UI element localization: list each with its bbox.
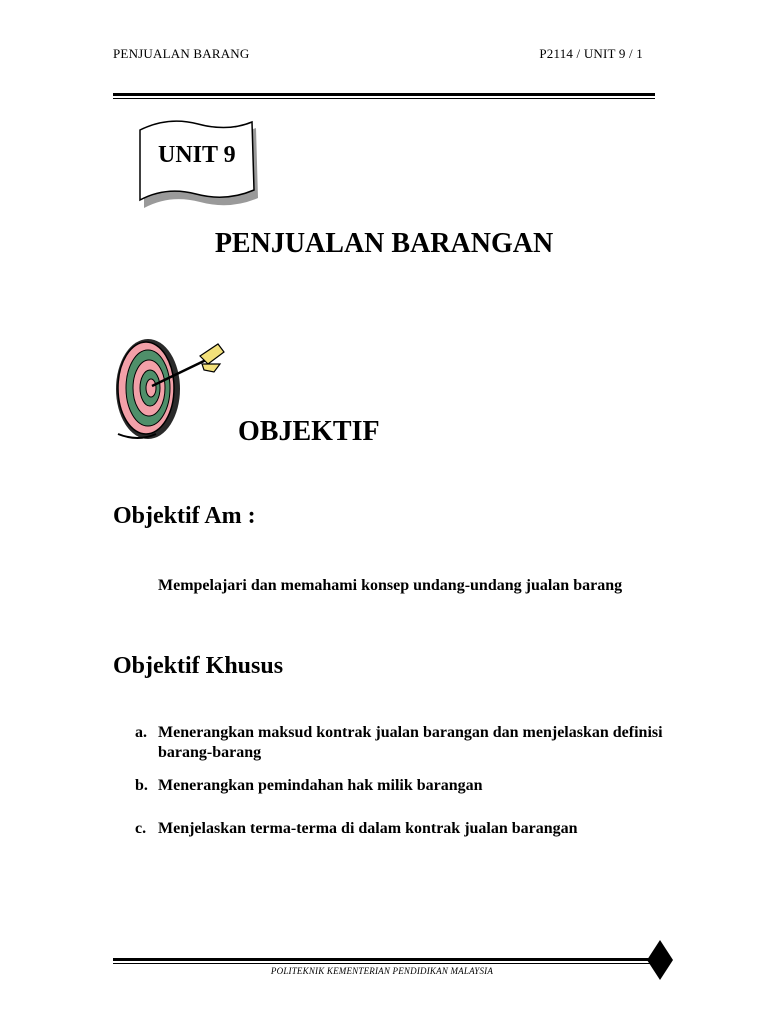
- list-marker: b.: [135, 777, 148, 794]
- objektif-heading: OBJEKTIF: [238, 416, 380, 447]
- target-arrow-icon: [108, 334, 233, 444]
- header-rule-thin: [113, 98, 655, 99]
- unit-label: UNIT 9: [158, 142, 236, 168]
- objektif-am-heading: Objektif Am :: [113, 503, 256, 529]
- footer-text: POLITEKNIK KEMENTERIAN PENDIDIKAN MALAYSIA: [270, 966, 494, 976]
- list-text: Menerangkan pemindahan hak milik barangan: [158, 777, 483, 794]
- list-text: Menerangkan maksud kontrak jualan barangan dan menjelaskan definisi barang-barang: [158, 724, 663, 761]
- header-rule: [113, 93, 655, 96]
- header-right: P2114 / UNIT 9 / 1: [539, 46, 643, 61]
- footer-rule-thin: [113, 963, 651, 964]
- header-left: PENJUALAN BARANG: [113, 46, 250, 61]
- list-text: Menjelaskan terma-terma di dalam kontrak jualan barangan: [158, 820, 578, 837]
- objektif-am-text: Mempelajari dan memahami konsep undang-undang jualan barang: [158, 577, 623, 594]
- footer-rule: [113, 958, 651, 961]
- objektif-khusus-heading: Objektif Khusus: [113, 653, 284, 679]
- list-marker: c.: [135, 820, 147, 837]
- page-title: PENJUALAN BARANGAN: [214, 228, 554, 259]
- list-marker: a.: [135, 724, 147, 741]
